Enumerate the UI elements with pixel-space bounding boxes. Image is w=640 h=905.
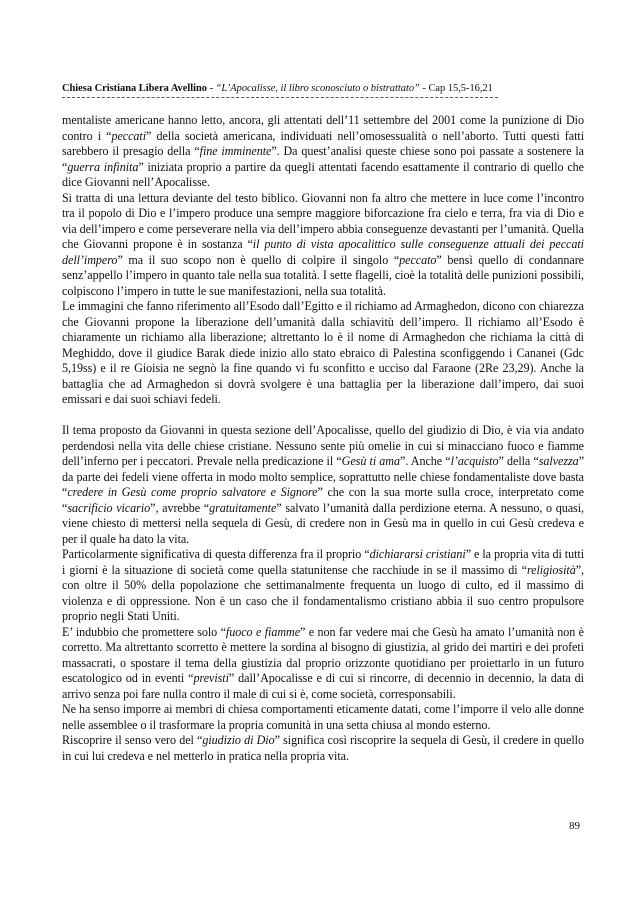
italic-phrase: peccato [399, 252, 437, 267]
running-header [62, 82, 582, 95]
header-chapter: - Cap 15,5-16,21 [419, 83, 493, 94]
text-run: ” ma il suo scopo non è quello di colpire il singolo “ [117, 252, 400, 267]
text-run: ” salvato l’umanità dalla perdizione eterna. A nessuno, o quasi, viene chiesto di mettersi nella sequela di Gesù, di credere non in Gesù ma in quello in cui Gesù credeva e per il quale ha dato la vita. [62, 500, 584, 546]
paragraph [62, 423, 584, 547]
italic-phrase: guerra infinita [67, 159, 139, 174]
paragraph-spacer [62, 408, 584, 424]
paragraph [62, 113, 584, 191]
italic-phrase: fuoco e fiamme [225, 624, 301, 639]
italic-phrase: credere in Gesù come proprio salvatore e Signore [67, 485, 318, 499]
paragraph [62, 625, 584, 703]
text-run: ”, avrebbe “ [150, 500, 210, 515]
text-run: ” significa così riscoprire la sequela di Gesù, il credere in quello in cui lui credeva e nel metterlo in pratica nella propria vita. [62, 733, 584, 763]
italic-phrase: salvezza [538, 454, 579, 468]
text-run: ” e la propria vita di tutti i giorni è la situazione di società come quella statunitense che racchiude in se il massimo di “ [62, 547, 585, 577]
page-number: 89 [569, 820, 580, 832]
italic-phrase: fine imminente [199, 144, 272, 158]
header-org: Chiesa Cristiana Libera Avellino [62, 83, 207, 94]
text-run: ” della “ [498, 454, 539, 468]
text-run: Si tratta di una lettura deviante del testo biblico. Giovanni non fa altro che mettere in luce come l’incontro tra il popolo di Dio e l’impero produce una sempre maggiore biforcazione fra cielo e terra, fra via di Dio e via dell’impero e come perseverare nella via dell’impero abbia conseguenze devastanti per l’umanità. Quella che Giovanni propone è in sostanza “ [62, 190, 584, 251]
italic-phrase: l’acquisto [450, 454, 499, 468]
text-run: E’ indubbio che promettere solo “ [62, 624, 226, 639]
text-run: ” iniziata proprio a partire da quegli attentati facendo esattamente il contrario di quello che dice Giovanni nell’Apocalisse. [62, 159, 584, 189]
text-run: Ne ha senso imporre ai membri di chiesa comportamenti eticamente datati, come l’imporre il velo alle donne nelle assemblee o il trasformare la propria comunità in una setta chiusa al mondo esterno. [62, 702, 584, 732]
body-text [62, 113, 584, 764]
italic-phrase: il punto di vista apocalittico sulle conseguenze attuali dei peccati dell’impero [62, 237, 584, 267]
italic-phrase: Gesù ti ama [341, 454, 400, 468]
paragraph [62, 702, 584, 733]
text-run: ”. Anche “ [400, 454, 451, 468]
italic-phrase: dichiararsi cristiani [369, 547, 466, 561]
italic-phrase: religiosità [526, 562, 576, 577]
paragraph [62, 299, 584, 408]
italic-phrase: gratuitamente [209, 500, 277, 515]
text-run: ”, con oltre il 50% della popolazione che settimanalmente frequenta un luogo di culto, ed il massimo di violenza e di oppressione. Non è un caso che il fondamentalismo cristiano abbia il suo centro propulsore proprio negli Stati Uniti. [62, 562, 584, 623]
text-run: ”. Da quest’analisi queste chiese sono poi passate a sostenere la “ [62, 144, 584, 174]
text-run: Il tema proposto da Giovanni in questa sezione dell’Apocalisse, quello del giudizio di Dio, è via via andato perdendosi nella vita delle chiese cristiane. Nessuno sente più omelie in cui si minacciano fuoco e fiamme dell’inferno per i peccatori. Prevale nella predicazione il “ [62, 423, 584, 468]
italic-phrase: giudizio di Dio [202, 733, 275, 747]
text-run: ” dall’Apocalisse e di cui si rincorre, di decennio in decennio, la data di arrivo senza poi fare nulla contro il male di cui si è, come società, corresponsabili. [62, 671, 584, 701]
paragraph [62, 733, 584, 764]
text-run: ” da parte dei fedeli viene offerta in modo molto semplice, soprattutto nelle chiese fondamentaliste dove basta “ [62, 454, 585, 499]
paragraph [62, 191, 584, 300]
text-run: ” della società americana, individuati nell’omosessualità o nell’aborto. Tutti questi fatti sarebbero il presagio della “ [62, 128, 584, 158]
text-run: Le immagini che fanno riferimento all’Esodo dall’Egitto e il richiamo ad Armaghedon, dicono con chiarezza che Giovanni propone la liberazione dell’umanità dalla schiavitù dell’impero. Il richiamo all’Esodo è chiaramente un richiamo alla liberazione; altrettanto lo è il nome di Armaghedon che richiama la città di Meghiddo, dove il giudice Barak diede inizio allo stato ebraico di Palestina sconfiggendo i Cananei (Gdc 5,19ss) e il re Gioisia ne segnò la fine quando vi fu sconfitto e ucciso dal Faraone (2Re 23,29). Anche la battaglia che ad Armaghedon si dovrà svolgere è una battaglia per la liberazione dall’impero, dai suoi emissari e dai suoi schiavi fedeli. [62, 299, 584, 406]
text-run: Particolarmente significativa di questa differenza fra il proprio “ [62, 547, 370, 561]
text-run: Riscoprire il senso vero del “ [62, 733, 203, 747]
paragraph [62, 547, 584, 625]
text-run: ” bensì quello di condannare senz’appello l’impero in quanto tale nella sua totalità. I sette flagelli, cioè la totalità delle punizioni possibili, colpiscono l’impero in tutte le sue manifestazioni, nella sua totalità. [62, 252, 584, 298]
text-run: ” e non far vedere mai che Gesù ha amato l’umanità non è corretto. Ma altrettanto scorretto è mettere la sordina al bisogno di giustizia, al grido dei martiri e dei profeti massacrati, o spostare il tema della giustizia dal proprio orizzonte quotidiano per proiettarlo in un futuro escatologico od in eventi “ [62, 624, 584, 685]
text-run: ” che con la sua morte sulla croce, interpretato come “ [62, 485, 585, 515]
header-rule [62, 97, 498, 98]
italic-phrase: sacrificio vicario [67, 500, 151, 515]
text-run: mentaliste americane hanno letto, ancora, gli attentati dell’11 settembre del 2001 come la punizione di Dio contro i “ [62, 113, 584, 143]
italic-phrase: peccati [111, 128, 147, 143]
header-separator: - [207, 83, 216, 94]
header-title: “L’Apocalisse, il libro sconosciuto o bistrattato” [215, 83, 420, 94]
italic-phrase: previsti [193, 671, 229, 685]
